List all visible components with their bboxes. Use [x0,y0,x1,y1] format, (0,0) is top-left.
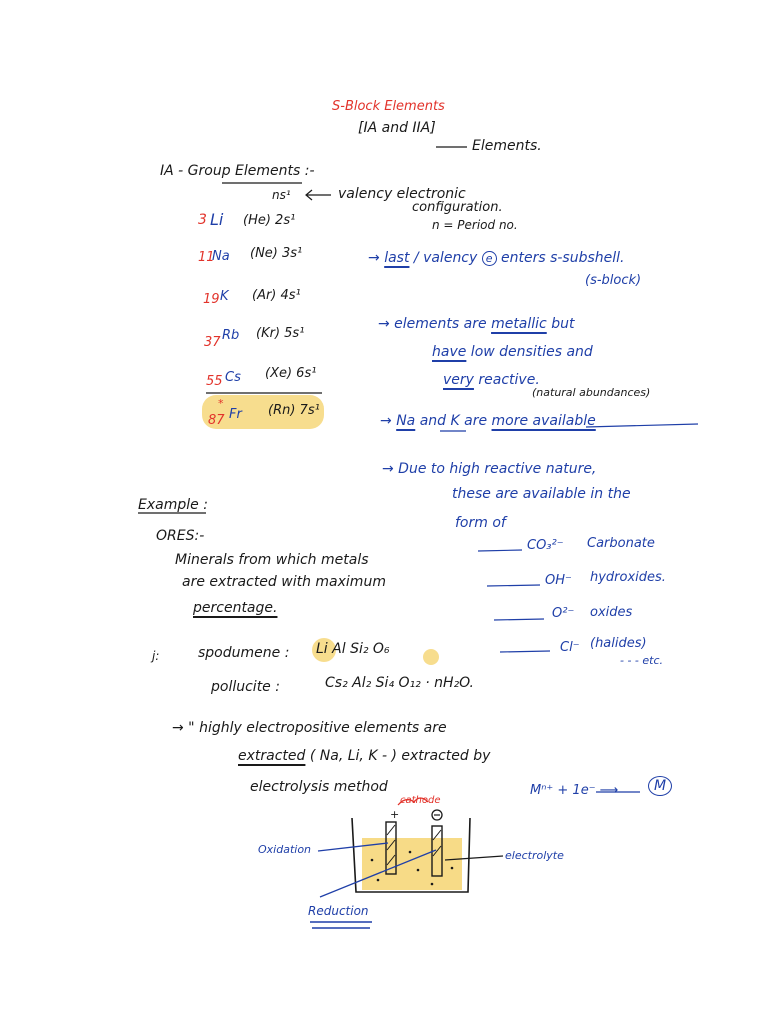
element-config: (Rn) 7s¹ [268,403,320,418]
elements-word: Elements. [472,138,542,154]
cathode-label: cathode [400,795,441,806]
pollucite-formula: Cs₂ Al₂ Si₄ O₁₂ · nH₂O. [325,675,475,691]
note-elements: → elements are [378,316,492,332]
note-but: but [546,316,575,332]
ores-line-1: Minerals from which metals [175,552,369,568]
more-available-underline [586,424,698,427]
compound-dash [487,585,540,586]
compound-name: (halides) [590,636,647,651]
pollucite-name: pollucite : [211,679,280,695]
ores-line-3: percentage. [193,600,278,616]
compound-dash [478,550,522,551]
note-natural-abundance: (natural abundances) [532,386,651,399]
compound-formula: CO₃²⁻ [527,538,564,553]
element-symbol: Li [210,210,224,229]
spodumene-name: spodumene : [198,645,290,661]
compound-name: oxides [590,605,633,620]
ores-label: ORES:- [156,528,205,544]
compound-formula: O²⁻ [552,606,575,621]
electrolysis-line-1: → " highly electropositive elements are [172,720,447,736]
note-reactive: reactive. [473,372,540,388]
atomic-number: 55 [206,374,223,389]
ores-line-2: are extracted with maximum [182,574,386,590]
compound-name: hydroxides. [590,570,666,585]
group-heading: IA - Group Elements :- [160,163,315,179]
note-and-k: and K are [415,413,492,429]
compound-name: Carbonate [587,536,655,551]
element-config: (Xe) 6s¹ [265,366,317,381]
reduction-equation: Mⁿ⁺ + 1e⁻ ⟶ [530,783,619,798]
mineral-prefix: j: [152,649,160,663]
note-very: very [443,372,474,388]
compound-formula: Cl⁻ [560,640,580,655]
arrow-icon: → [368,250,385,266]
element-config: (Kr) 5s¹ [256,326,305,341]
electrolysis-metals: ( Na, Li, K - ) extracted by [305,748,491,764]
note-reactive-nature: → Due to high reactive nature, [382,461,597,477]
spodumene-li: Li [316,641,328,657]
spodumene-rest: Al Si₂ O₆ [327,641,390,657]
note-last: last [384,250,410,266]
compound-dash [494,619,544,620]
note-form-of: form of [455,515,506,531]
element-symbol: K [220,289,229,304]
element-symbol: Fr [229,407,242,422]
atomic-number: 11 [198,250,215,265]
arrow-icon: → [380,413,397,429]
page-subtitle: [IA and IIA] [358,120,436,136]
reduction-label: Reduction [308,904,369,918]
element-config: (He) 2s¹ [243,213,296,228]
note-available-in: these are available in the [452,486,631,502]
note-na: Na [396,413,416,429]
valency-label: valency electronic [338,186,466,202]
note-valency: / valency [409,250,482,266]
ns1-config: ns¹ [272,188,291,202]
note-more-available: more available [491,413,596,429]
atomic-number: 37 [204,335,221,350]
example-label: Example : [138,497,208,513]
note-low-density: low densities and [466,344,593,360]
configuration-label: configuration. [412,200,503,215]
note-have: have [432,344,467,360]
extracted-word: extracted [238,748,306,764]
oxidation-label: Oxidation [258,843,312,856]
electrolyte-label: electrolyte [505,849,564,862]
element-symbol: Rb [222,328,240,343]
atomic-number: 19 [203,292,220,307]
element-symbol: Cs [225,370,241,385]
compound-formula: OH⁻ [545,573,572,588]
electrolysis-line-3: electrolysis method [250,779,388,795]
atomic-number: 3 [198,212,207,228]
note-metallic: metallic [491,316,547,332]
element-config: (Ne) 3s¹ [250,246,303,261]
star-mark: * [218,397,224,410]
note-s-block: (s-block) [585,273,642,288]
anode-plus: + [390,808,400,821]
anode-hatch [387,825,395,835]
element-config: (Ar) 4s¹ [252,288,301,303]
compound-dash [500,651,550,652]
n-period-note: n = Period no. [432,218,518,232]
metal-product: M [648,776,672,796]
page-title: S-Block Elements [332,99,445,114]
element-symbol: Na [212,249,230,264]
note-subshell: enters s-subshell. [496,250,625,266]
electrolyte-fill [362,838,462,890]
atomic-number: 87 [208,413,225,428]
etc-note: - - - etc. [620,654,664,667]
electron-symbol: e [482,251,497,266]
